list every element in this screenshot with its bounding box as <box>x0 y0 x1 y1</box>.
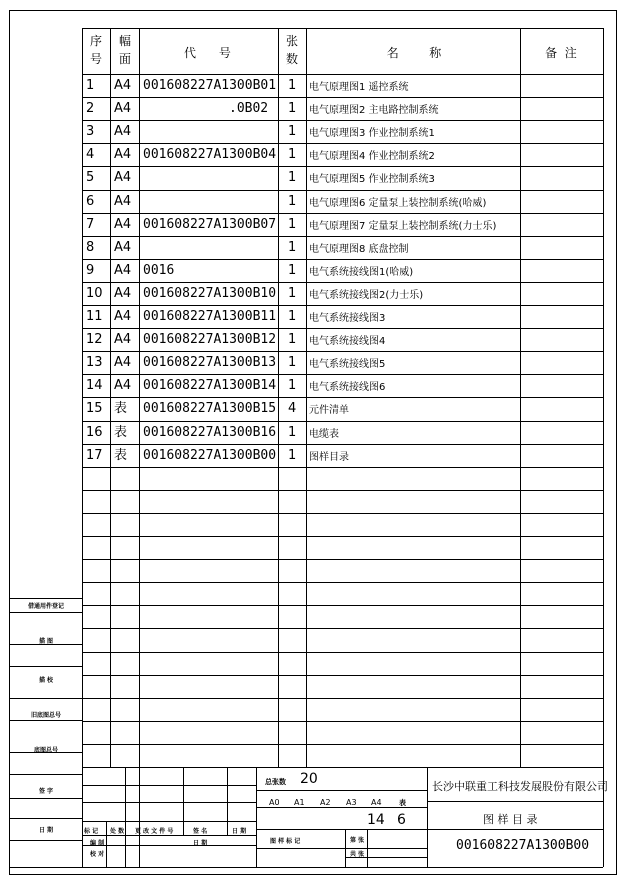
grid-hline <box>82 628 603 629</box>
total-sheets-value: 20 <box>300 771 318 787</box>
row-code: 001608227A1300B13 <box>143 355 277 370</box>
row-name: 电气原理图5 作业控制系统3 <box>309 174 435 185</box>
grid-hline <box>9 598 82 599</box>
grid-hline <box>82 259 603 260</box>
side-label: 旧底图总号 <box>30 712 61 719</box>
row-name: 电气系统接线图5 <box>309 359 386 370</box>
grid-hline <box>82 166 603 167</box>
grid-hline <box>9 644 82 645</box>
grid-hline <box>82 467 603 468</box>
row-name: 电气原理图8 底盘控制 <box>309 244 409 255</box>
grid-hline <box>427 801 603 802</box>
header-format <box>113 32 137 68</box>
row-format: A4 <box>114 101 132 116</box>
row-name: 电气系统接线图3 <box>309 313 386 324</box>
row-sheets: 1 <box>288 425 297 440</box>
grid-vline <box>278 28 279 767</box>
row-sheets: 1 <box>288 124 297 139</box>
side-label: 借通用件登记 <box>27 603 64 610</box>
grid-vline <box>306 28 307 767</box>
row-code: 001608227A1300B10 <box>143 286 277 301</box>
row-code: 001608227A1300B12 <box>143 332 277 347</box>
row-name: 电气原理图4 作业控制系统2 <box>309 151 435 162</box>
rev-date: 日 期 <box>232 828 247 835</box>
grid-hline <box>82 559 603 560</box>
row-sheets: 1 <box>288 147 297 162</box>
grid-hline <box>82 845 256 846</box>
row-name: 电气系统接线图2(力士乐) <box>309 290 424 301</box>
row-seq: 6 <box>86 194 95 209</box>
row-name: 电气系统接线图4 <box>309 336 386 347</box>
row-name: 电缆表 <box>309 429 339 440</box>
grid-hline <box>82 767 603 768</box>
grid-vline <box>82 28 83 767</box>
grid-hline <box>82 97 603 98</box>
grid-hline <box>82 698 603 699</box>
grid-hline <box>256 829 427 830</box>
rev-doc: 更 改 文 件 号 <box>135 828 174 835</box>
grid-hline <box>256 848 427 849</box>
row-seq: 7 <box>86 217 95 232</box>
document-title: 图 样 目 录 <box>483 813 538 826</box>
grid-hline <box>82 28 603 29</box>
row-sheets: 1 <box>288 78 297 93</box>
grid-hline <box>82 328 603 329</box>
grid-hline <box>9 698 82 699</box>
grid-vline <box>256 767 257 867</box>
row-format: A4 <box>114 124 132 139</box>
company-name: 长沙中联重工科技发展股份有限公司 <box>432 780 608 793</box>
row-format: A4 <box>114 378 132 393</box>
row-seq: 12 <box>86 332 103 347</box>
row-seq: 9 <box>86 263 95 278</box>
grid-vline <box>183 767 184 835</box>
row-code: 001608227A1300B11 <box>143 309 277 324</box>
row-seq: 17 <box>86 448 103 463</box>
row-code: 001608227A1300B14 <box>143 378 277 393</box>
grid-hline <box>82 74 603 75</box>
row-name: 电气原理图6 定量泵上装控制系统(哈威) <box>309 198 487 209</box>
row-sheets: 1 <box>288 101 297 116</box>
row-seq: 8 <box>86 240 95 255</box>
count-table: 6 <box>397 812 406 828</box>
row-sheets: 1 <box>288 170 297 185</box>
row-sheets: 1 <box>288 217 297 232</box>
grid-hline <box>256 790 427 791</box>
side-label: 签 字 <box>38 788 54 795</box>
grid-hline <box>256 807 427 808</box>
row-format: A4 <box>114 78 132 93</box>
row-code: 001608227A1300B00 <box>143 448 277 463</box>
row-code: 001608227A1300B04 <box>143 147 277 162</box>
row-seq: 16 <box>86 425 103 440</box>
drawing-mark-label: 图 样 标 记 <box>270 838 301 845</box>
row-code: .0B02 <box>229 101 269 116</box>
grid-hline <box>82 605 603 606</box>
row-seq: 10 <box>86 286 103 301</box>
grid-hline <box>82 490 603 491</box>
row-seq: 14 <box>86 378 103 393</box>
row-seq: 4 <box>86 147 95 162</box>
row-seq: 13 <box>86 355 103 370</box>
grid-vline <box>345 829 346 867</box>
size-a4: A4 <box>371 798 382 807</box>
grid-vline <box>139 767 140 867</box>
header-sheets <box>280 32 304 68</box>
row-seq: 2 <box>86 101 95 116</box>
rev-sign: 签 名 <box>193 828 208 835</box>
row-seq: 15 <box>86 401 103 416</box>
row-code: 001608227A1300B01 <box>143 78 277 93</box>
row-format: A4 <box>114 170 132 185</box>
grid-hline <box>82 652 603 653</box>
size-table: 表 <box>399 799 406 807</box>
sheet-total: 共 张 <box>350 851 365 858</box>
row-sheets: 1 <box>288 263 297 278</box>
grid-hline <box>82 120 603 121</box>
grid-hline <box>82 213 603 214</box>
grid-hline <box>82 536 603 537</box>
row-code: 0016 <box>143 263 175 278</box>
grid-hline <box>9 818 82 819</box>
size-a0: A0 <box>269 798 280 807</box>
row-name: 电气系统接线图6 <box>309 382 386 393</box>
grid-hline <box>82 821 256 822</box>
grid-hline <box>82 444 603 445</box>
row-format: A4 <box>114 240 132 255</box>
grid-hline <box>82 721 603 722</box>
grid-hline <box>427 829 603 830</box>
document-code: 001608227A1300B00 <box>456 838 590 853</box>
grid-hline <box>82 785 256 786</box>
row-sheets: 1 <box>288 194 297 209</box>
row-seq: 11 <box>86 309 103 324</box>
grid-hline <box>82 143 603 144</box>
grid-hline <box>82 351 603 352</box>
grid-vline <box>82 767 83 867</box>
header-seq-text: 序号 <box>90 34 103 66</box>
grid-vline <box>125 767 126 867</box>
grid-vline <box>603 28 604 867</box>
row-name: 电气原理图3 作业控制系统1 <box>309 128 435 139</box>
row-name: 元件清单 <box>309 405 349 416</box>
row-format: 表 <box>114 425 128 440</box>
header-name: 名 称 <box>386 46 442 60</box>
side-label: 描 校 <box>38 677 54 684</box>
grid-hline <box>82 835 256 836</box>
row-name: 图样目录 <box>309 452 349 463</box>
grid-hline <box>9 612 82 613</box>
grid-vline <box>520 28 521 767</box>
row-sheets: 1 <box>288 355 297 370</box>
row-code: 001608227A1300B07 <box>143 217 277 232</box>
grid-hline <box>82 744 603 745</box>
row-sheets: 4 <box>288 401 297 416</box>
side-label: 日 期 <box>38 827 54 834</box>
row-format: A4 <box>114 147 132 162</box>
size-a1: A1 <box>294 798 305 807</box>
grid-hline <box>9 752 82 753</box>
grid-hline <box>345 857 427 858</box>
compiled-by: 编 制 <box>90 840 105 847</box>
row-sheets: 1 <box>288 240 297 255</box>
count-a4: 14 <box>367 812 385 828</box>
row-format: 表 <box>114 448 128 463</box>
grid-vline <box>106 821 107 867</box>
grid-hline <box>82 802 256 803</box>
row-seq: 5 <box>86 170 95 185</box>
row-sheets: 1 <box>288 378 297 393</box>
grid-hline <box>82 582 603 583</box>
row-format: A4 <box>114 194 132 209</box>
total-sheets-label: 总张数 <box>265 778 286 786</box>
row-sheets: 1 <box>288 286 297 301</box>
checked-by: 校 对 <box>90 851 105 858</box>
rev-count: 处 数 <box>110 828 125 835</box>
grid-hline <box>82 190 603 191</box>
grid-vline <box>139 28 140 767</box>
row-code: 001608227A1300B15 <box>143 401 277 416</box>
grid-vline <box>110 28 111 767</box>
row-sheets: 1 <box>288 448 297 463</box>
row-name: 电气原理图7 定量泵上装控制系统(力士乐) <box>309 221 497 232</box>
row-format: A4 <box>114 286 132 301</box>
side-label: 描 图 <box>38 638 54 645</box>
size-a2: A2 <box>320 798 331 807</box>
row-format: 表 <box>114 401 128 416</box>
row-sheets: 1 <box>288 332 297 347</box>
grid-hline <box>9 720 82 721</box>
grid-hline <box>82 305 603 306</box>
grid-hline <box>9 774 82 775</box>
grid-hline <box>9 867 603 868</box>
grid-hline <box>82 282 603 283</box>
row-format: A4 <box>114 217 132 232</box>
compile-date: 日 期 <box>193 840 208 847</box>
row-name: 电气系统接线图1(哈威) <box>309 267 414 278</box>
row-format: A4 <box>114 309 132 324</box>
header-sheets-text: 张数 <box>286 34 299 66</box>
side-label: 底图总号 <box>33 747 58 754</box>
row-name: 电气原理图1 遥控系统 <box>309 82 409 93</box>
row-format: A4 <box>114 332 132 347</box>
row-name: 电气原理图2 主电路控制系统 <box>309 105 439 116</box>
grid-hline <box>9 798 82 799</box>
grid-vline <box>367 829 368 867</box>
row-seq: 1 <box>86 78 95 93</box>
grid-hline <box>82 421 603 422</box>
grid-hline <box>82 675 603 676</box>
row-seq: 3 <box>86 124 95 139</box>
row-code: 001608227A1300B16 <box>143 425 277 440</box>
grid-hline <box>82 397 603 398</box>
grid-hline <box>9 666 82 667</box>
grid-hline <box>9 840 82 841</box>
grid-vline <box>427 767 428 867</box>
row-format: A4 <box>114 263 132 278</box>
header-format-text: 幅面 <box>119 34 132 66</box>
grid-hline <box>82 374 603 375</box>
sheet-number: 第 张 <box>350 837 365 844</box>
grid-hline <box>82 236 603 237</box>
header-code: 代 号 <box>184 46 231 60</box>
row-format: A4 <box>114 355 132 370</box>
grid-vline <box>227 767 228 835</box>
header-seq <box>84 32 108 68</box>
grid-hline <box>82 513 603 514</box>
row-sheets: 1 <box>288 309 297 324</box>
size-a3: A3 <box>346 798 357 807</box>
header-remark: 备 注 <box>545 46 577 60</box>
rev-mark: 标 记 <box>84 828 99 835</box>
